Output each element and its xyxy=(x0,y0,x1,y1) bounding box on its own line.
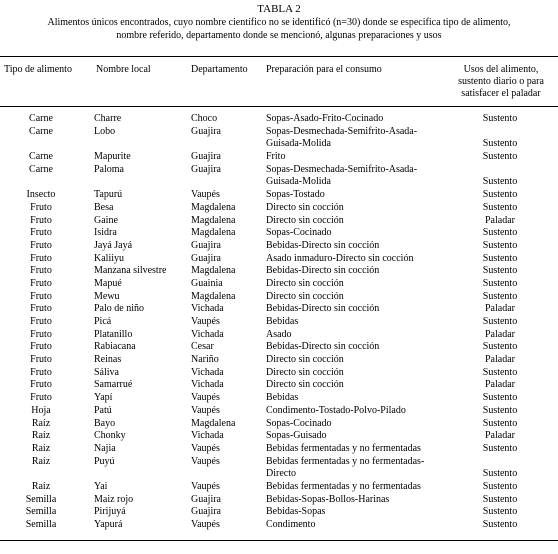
header-tipo: Tipo de alimento xyxy=(4,64,72,75)
header-nombre: Nombre local xyxy=(96,64,151,75)
cell-preparacion: Sopas-Cocinado xyxy=(266,417,332,429)
cell-tipo: Fruto xyxy=(30,354,52,366)
cell-tipo: Fruto xyxy=(30,252,52,264)
cell-departamento: Vaupés xyxy=(191,404,220,416)
cell-preparacion: Directo sin cocción xyxy=(266,290,344,302)
cell-preparacion: Condimento xyxy=(266,519,316,531)
cell-uso: Sustento xyxy=(482,417,518,429)
cell-uso: Sustento xyxy=(482,442,518,454)
cell-departamento: Guajira xyxy=(191,506,221,518)
cell-tipo: Fruto xyxy=(30,392,52,404)
cell-tipo: Fruto xyxy=(30,227,52,239)
table-row xyxy=(0,265,558,278)
table-top-rule xyxy=(0,56,558,57)
cell-nombre: Rabiacana xyxy=(94,341,136,353)
cell-tipo: Fruto xyxy=(30,214,52,226)
table-caption xyxy=(0,16,558,42)
cell-uso: Sustento xyxy=(482,341,518,353)
cell-nombre: Palo de niño xyxy=(94,303,144,315)
cell-preparacion: Directo sin cocción xyxy=(266,379,344,391)
cell-uso: Paladar xyxy=(485,303,515,315)
cell-nombre: Mapurite xyxy=(94,151,131,163)
cell-departamento: Vichada xyxy=(191,366,224,378)
table-header-rule xyxy=(0,106,558,107)
cell-preparacion: Sopas-Tostado xyxy=(266,189,325,201)
cell-nombre: Puyú xyxy=(94,455,115,467)
table-row xyxy=(0,443,558,456)
cell-preparacion: Bebidas fermentadas y no fermentadas- xyxy=(266,455,425,467)
cell-departamento: Vichada xyxy=(191,328,224,340)
cell-nombre: Bayo xyxy=(94,417,116,429)
cell-nombre: Lobo xyxy=(94,125,116,137)
table-row xyxy=(0,341,558,354)
table-row xyxy=(0,164,558,189)
header-usos xyxy=(445,64,557,100)
cell-departamento: Magdalena xyxy=(191,227,236,239)
cell-nombre: Najia xyxy=(94,442,116,454)
cell-preparacion: Asado inmaduro-Directo sin cocción xyxy=(266,252,414,264)
cell-nombre: Samarrué xyxy=(94,379,133,391)
cell-departamento: Magdalena xyxy=(191,201,236,213)
cell-preparacion: Guisada-Molida xyxy=(266,138,331,150)
cell-nombre: Picá xyxy=(94,316,112,328)
cell-nombre: Reinas xyxy=(94,354,122,366)
cell-tipo: Raíz xyxy=(31,417,51,429)
cell-nombre: Yapurá xyxy=(94,519,123,531)
table-row xyxy=(0,126,558,151)
cell-departamento: Guainia xyxy=(191,277,223,289)
cell-preparacion: Bebidas fermentadas y no fermentadas xyxy=(266,442,421,454)
cell-departamento: Guajira xyxy=(191,493,221,505)
cell-tipo: Carne xyxy=(29,125,53,137)
cell-tipo: Fruto xyxy=(30,316,52,328)
table-row xyxy=(0,506,558,519)
cell-uso: Sustento xyxy=(482,277,518,289)
table-row xyxy=(0,227,558,240)
cell-nombre: Maiz rojo xyxy=(94,493,134,505)
cell-uso: Sustento xyxy=(482,113,518,124)
cell-uso: Sustento xyxy=(482,252,518,264)
cell-preparacion: Directo sin cocción xyxy=(266,366,344,378)
cell-preparacion: Bebidas-Sopas xyxy=(266,506,326,518)
cell-preparacion: Sopas-Guisado xyxy=(266,430,327,442)
cell-departamento: Guajira xyxy=(191,252,221,264)
cell-tipo: Raíz xyxy=(31,455,51,467)
cell-nombre: Pirijuyá xyxy=(94,506,126,518)
cell-uso: Sustento xyxy=(482,316,518,328)
table-row xyxy=(0,303,558,316)
cell-nombre: Besa xyxy=(94,201,114,213)
header-usos-line-1: Usos del alimento, xyxy=(463,64,539,75)
cell-nombre: Sáliva xyxy=(94,366,119,378)
cell-preparacion: Bebidas-Directo sin cocción xyxy=(266,341,380,353)
table-row xyxy=(0,189,558,202)
cell-nombre: Yapí xyxy=(94,392,113,404)
cell-nombre: Yai xyxy=(94,480,108,492)
cell-uso: Sustento xyxy=(482,493,518,505)
cell-nombre: Platanillo xyxy=(94,328,133,340)
cell-uso: Sustento xyxy=(482,519,518,531)
cell-departamento: Vaupés xyxy=(191,392,220,404)
cell-departamento: Vaupés xyxy=(191,519,220,531)
cell-tipo: Fruto xyxy=(30,201,52,213)
table-caption-line-1: Alimentos únicos encontrados, cuyo nombre científico no se identificó (n=30) donde se especifica tipo de alimento, xyxy=(47,17,511,28)
table-row xyxy=(0,291,558,304)
table-title: TABLA 2 xyxy=(257,3,301,15)
cell-preparacion: Condimento-Tostado-Polvo-Pilado xyxy=(266,404,406,416)
cell-tipo: Fruto xyxy=(30,341,52,353)
cell-nombre: Patú xyxy=(94,404,112,416)
cell-tipo: Fruto xyxy=(30,277,52,289)
header-preparacion: Preparación para el consumo xyxy=(266,64,382,75)
cell-uso: Sustento xyxy=(482,151,518,163)
cell-tipo: Carne xyxy=(29,113,53,124)
cell-uso: Paladar xyxy=(485,430,515,442)
table-row xyxy=(0,278,558,291)
table-bottom-rule xyxy=(0,540,558,541)
cell-uso: Sustento xyxy=(482,366,518,378)
cell-tipo: Raíz xyxy=(31,430,51,442)
cell-nombre: Tapurú xyxy=(94,189,123,201)
cell-uso: Sustento xyxy=(482,227,518,239)
cell-preparacion: Directo sin cocción xyxy=(266,277,344,289)
cell-nombre: Mapué xyxy=(94,277,122,289)
cell-uso: Sustento xyxy=(482,201,518,213)
table-row xyxy=(0,481,558,494)
cell-departamento: Vaupés xyxy=(191,455,220,467)
cell-preparacion: Guisada-Molida xyxy=(266,176,331,188)
cell-preparacion: Sopas-Cocinado xyxy=(266,227,332,239)
cell-tipo: Fruto xyxy=(30,328,52,340)
cell-departamento: Vaupés xyxy=(191,442,220,454)
cell-uso: Paladar xyxy=(485,379,515,391)
cell-uso: Sustento xyxy=(482,404,518,416)
header-departamento: Departamento xyxy=(191,64,248,75)
cell-nombre: Mewu xyxy=(94,290,120,302)
table-row xyxy=(0,329,558,342)
cell-uso: Sustento xyxy=(482,189,518,201)
cell-uso: Sustento xyxy=(482,239,518,251)
cell-tipo: Fruto xyxy=(30,239,52,251)
cell-preparacion: Bebidas fermentadas y no fermentadas xyxy=(266,480,421,492)
cell-preparacion: Bebidas-Directo sin cocción xyxy=(266,265,380,277)
cell-uso: Sustento xyxy=(482,290,518,302)
cell-uso: Sustento xyxy=(482,138,518,150)
table-caption-line-2: nombre referido, departamento donde se mencionó, algunas preparaciones y usos xyxy=(116,30,442,41)
table-row xyxy=(0,392,558,405)
cell-uso: Paladar xyxy=(485,214,515,226)
cell-departamento: Vaupés xyxy=(191,316,220,328)
cell-preparacion: Bebidas-Directo sin cocción xyxy=(266,239,380,251)
cell-departamento: Guajira xyxy=(191,125,221,137)
cell-preparacion: Bebidas xyxy=(266,392,299,404)
cell-uso: Sustento xyxy=(482,392,518,404)
cell-departamento: Magdalena xyxy=(191,265,236,277)
cell-preparacion: Directo sin cocción xyxy=(266,214,344,226)
cell-tipo: Semilla xyxy=(25,493,57,505)
cell-nombre: Paloma xyxy=(94,163,124,175)
cell-nombre: Manzana silvestre xyxy=(94,265,167,277)
cell-preparacion: Bebidas-Sopas-Bollos-Harinas xyxy=(266,493,390,505)
cell-uso: Paladar xyxy=(485,328,515,340)
cell-departamento: Cesar xyxy=(191,341,214,353)
cell-preparacion: Directo sin cocción xyxy=(266,354,344,366)
cell-tipo: Carne xyxy=(29,151,53,163)
cell-preparacion: Asado xyxy=(266,328,292,340)
table-row xyxy=(0,215,558,228)
table-row xyxy=(0,316,558,329)
table-row xyxy=(0,113,558,126)
cell-uso: Sustento xyxy=(482,506,518,518)
table-row xyxy=(0,354,558,367)
table-row xyxy=(0,151,558,164)
cell-departamento: Vichada xyxy=(191,379,224,391)
cell-tipo: Fruto xyxy=(30,265,52,277)
cell-departamento: Vichada xyxy=(191,303,224,315)
cell-uso: Sustento xyxy=(482,468,518,480)
cell-departamento: Magdalena xyxy=(191,214,236,226)
cell-uso: Sustento xyxy=(482,176,518,188)
cell-tipo: Insecto xyxy=(26,189,56,201)
cell-departamento: Guajira xyxy=(191,163,221,175)
header-usos-line-2: sustento diario o para xyxy=(458,76,544,87)
table-row xyxy=(0,253,558,266)
cell-preparacion: Directo xyxy=(266,468,296,480)
cell-departamento: Guajira xyxy=(191,239,221,251)
cell-nombre: Kaliiyu xyxy=(94,252,124,264)
cell-nombre: Chonky xyxy=(94,430,126,442)
table-row xyxy=(0,519,558,532)
cell-tipo: Raíz xyxy=(31,442,51,454)
table-row xyxy=(0,405,558,418)
cell-departamento: Guajira xyxy=(191,151,221,163)
header-usos-line-3: satisfacer el paladar xyxy=(461,88,541,99)
cell-tipo: Fruto xyxy=(30,366,52,378)
cell-uso: Sustento xyxy=(482,480,518,492)
table-row xyxy=(0,379,558,392)
cell-departamento: Choco xyxy=(191,113,218,124)
cell-preparacion: Sopas-Asado-Frito-Cocinado xyxy=(266,113,384,124)
table-row xyxy=(0,240,558,253)
cell-preparacion: Sopas-Desmechada-Semifrito-Asada- xyxy=(266,125,418,137)
cell-preparacion: Bebidas-Directo sin cocción xyxy=(266,303,380,315)
cell-tipo: Carne xyxy=(29,163,53,175)
cell-departamento: Nariño xyxy=(191,354,219,366)
cell-departamento: Vaupés xyxy=(191,480,220,492)
cell-preparacion: Sopas-Desmechada-Semifrito-Asada- xyxy=(266,163,418,175)
cell-tipo: Semilla xyxy=(25,519,57,531)
cell-uso: Paladar xyxy=(485,354,515,366)
cell-departamento: Vichada xyxy=(191,430,224,442)
table-row xyxy=(0,456,558,481)
cell-tipo: Fruto xyxy=(30,290,52,302)
cell-preparacion: Frito xyxy=(266,151,286,163)
cell-tipo: Fruto xyxy=(30,379,52,391)
cell-nombre: Jayá Jayá xyxy=(94,239,133,251)
table-row xyxy=(0,430,558,443)
table-body xyxy=(0,113,558,532)
cell-preparacion: Directo sin cocción xyxy=(266,201,344,213)
cell-tipo: Semilla xyxy=(25,506,57,518)
cell-departamento: Magdalena xyxy=(191,290,236,302)
cell-nombre: Gaine xyxy=(94,214,118,226)
cell-tipo: Fruto xyxy=(30,303,52,315)
cell-preparacion: Bebidas xyxy=(266,316,299,328)
table-row xyxy=(0,494,558,507)
cell-tipo: Raíz xyxy=(31,480,51,492)
cell-departamento: Magdalena xyxy=(191,417,236,429)
table-row xyxy=(0,367,558,380)
table-row xyxy=(0,418,558,431)
cell-tipo: Hoja xyxy=(31,404,51,416)
cell-nombre: Isidra xyxy=(94,227,117,239)
table-row xyxy=(0,202,558,215)
cell-nombre: Charre xyxy=(94,113,122,124)
cell-uso: Sustento xyxy=(482,265,518,277)
cell-departamento: Vaupés xyxy=(191,189,220,201)
